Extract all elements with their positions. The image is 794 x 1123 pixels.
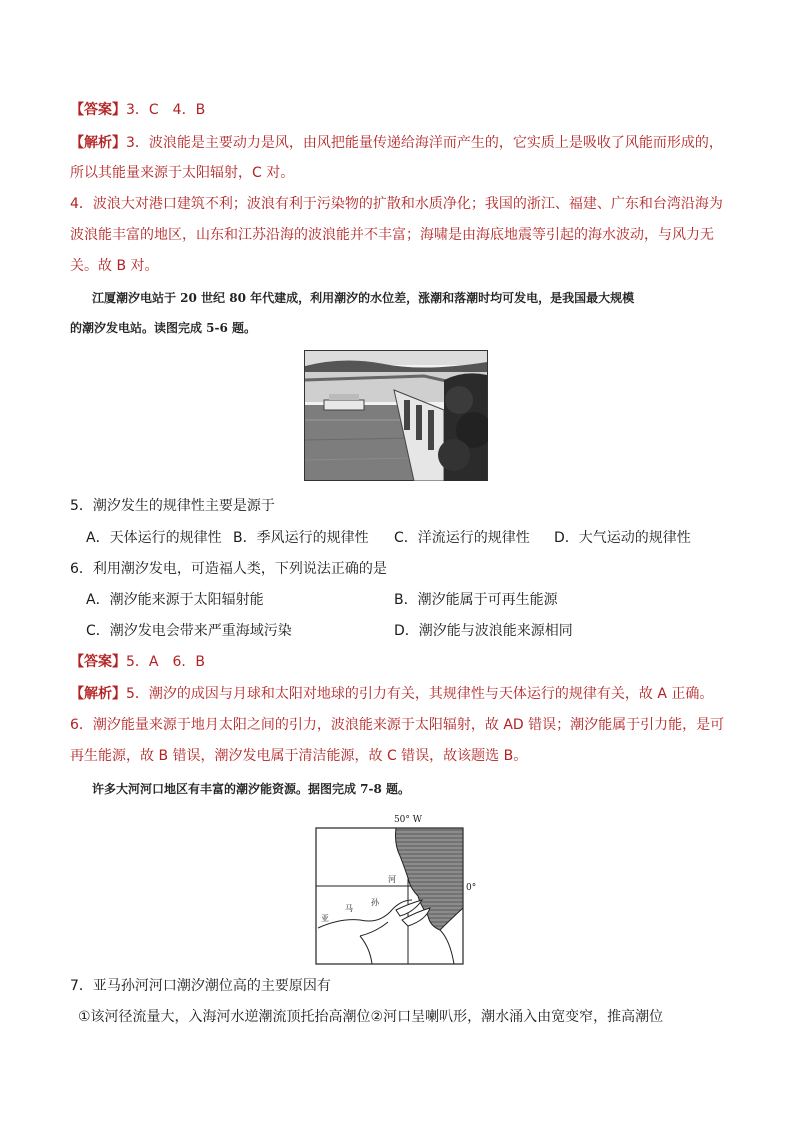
analysis-6-line1: 6．潮汐能量来源于地月太阳之间的引力，波浪能来源于太阳辐射，故 AD 错误；潮汐能属于引力能，是可 <box>70 717 725 733</box>
q7-statement-line1: ①该河径流量大，入海河水逆潮流顶托抬高潮位②河口呈喇叭形，潮水涌入由宽变窄，推高潮位 <box>78 1009 664 1025</box>
analysis-text: 3．波浪能是主要动力是风，由风把能量传递给海洋而产生的，它实质上是吸收了风能而形成的， <box>126 135 723 151</box>
q5-option-c: C．洋流运行的规律性 <box>394 530 530 546</box>
intro-5-6-line2: 的潮汐发电站。读图完成 5-6 题。 <box>70 321 257 335</box>
river-char-2: 马 <box>345 904 353 913</box>
river-char-1: 亚 <box>321 914 329 923</box>
intro-5-6-line1: 江厦潮汐电站于 20 世纪 80 年代建成，利用潮汐的水位差，涨潮和落潮时均可发电，是我国最大规模 <box>92 291 635 305</box>
analysis-4-line3: 关。故 B 对。 <box>70 258 159 274</box>
analysis-6-line2: 再生能源，故 B 错误，潮汐发电属于清洁能源，故 C 错误，故该题选 B。 <box>70 748 528 764</box>
analysis-3-line2: 所以其能量来源于太阳辐射，C 对。 <box>70 165 295 181</box>
answer-tag: 【答案】 <box>70 102 126 118</box>
q5-option-a: A．天体运行的规律性 <box>86 530 222 546</box>
q6-option-d: D．潮汐能与波浪能来源相同 <box>394 623 573 639</box>
amazon-estuary-map <box>300 808 485 968</box>
map-svg <box>300 808 485 968</box>
answer-text-2: 5．A 6．B <box>126 654 205 670</box>
intro-7-8: 许多大河河口地区有丰富的潮汐能资源。据图完成 7-8 题。 <box>92 782 411 796</box>
q6-option-c: C．潮汐发电会带来严重海域污染 <box>86 623 292 639</box>
analysis-5 <box>70 684 713 704</box>
analysis-3-line1 <box>70 133 723 153</box>
river-char-4: 河 <box>388 875 396 884</box>
answer-text: 3．C 4．B <box>126 102 206 118</box>
q5-option-d: D．大气运动的规律性 <box>554 530 691 546</box>
q6-option-b: B．潮汐能属于可再生能源 <box>394 592 558 608</box>
river-char-3: 孙 <box>371 898 379 907</box>
q6-stem: 6．利用潮汐发电，可造福人类，下列说法正确的是 <box>70 561 387 577</box>
answer-3-4 <box>70 100 205 120</box>
lat-label: 0° <box>466 883 477 893</box>
answer-tag-2: 【答案】 <box>70 654 126 670</box>
analysis-tag: 【解析】 <box>70 135 126 151</box>
answer-5-6 <box>70 652 205 672</box>
analysis-tag-2: 【解析】 <box>70 686 126 702</box>
lon-label: 50° W <box>393 815 423 825</box>
q5-option-b: B．季风运行的规律性 <box>233 530 369 546</box>
analysis-4-line2: 波浪能丰富的地区，山东和江苏沿海的波浪能并不丰富；海啸是由海底地震等引起的海水波动，与风力无 <box>70 227 714 243</box>
q6-option-a: A．潮汐能来源于太阳辐射能 <box>86 592 264 608</box>
q5-stem: 5．潮汐发生的规律性主要是源于 <box>70 498 275 514</box>
photo-svg <box>304 350 488 481</box>
tidal-power-station-photo <box>304 350 488 481</box>
analysis-5-text: 5．潮汐的成因与月球和太阳对地球的引力有关，其规律性与天体运行的规律有关，故 A 正确。 <box>126 686 714 702</box>
analysis-4-line1: 4．波浪大对港口建筑不利；波浪有利于污染物的扩散和水质净化；我国的浙江、福建、广东和台湾沿海为 <box>70 196 723 212</box>
q7-stem: 7．亚马孙河河口潮汐潮位高的主要原因有 <box>70 978 331 994</box>
